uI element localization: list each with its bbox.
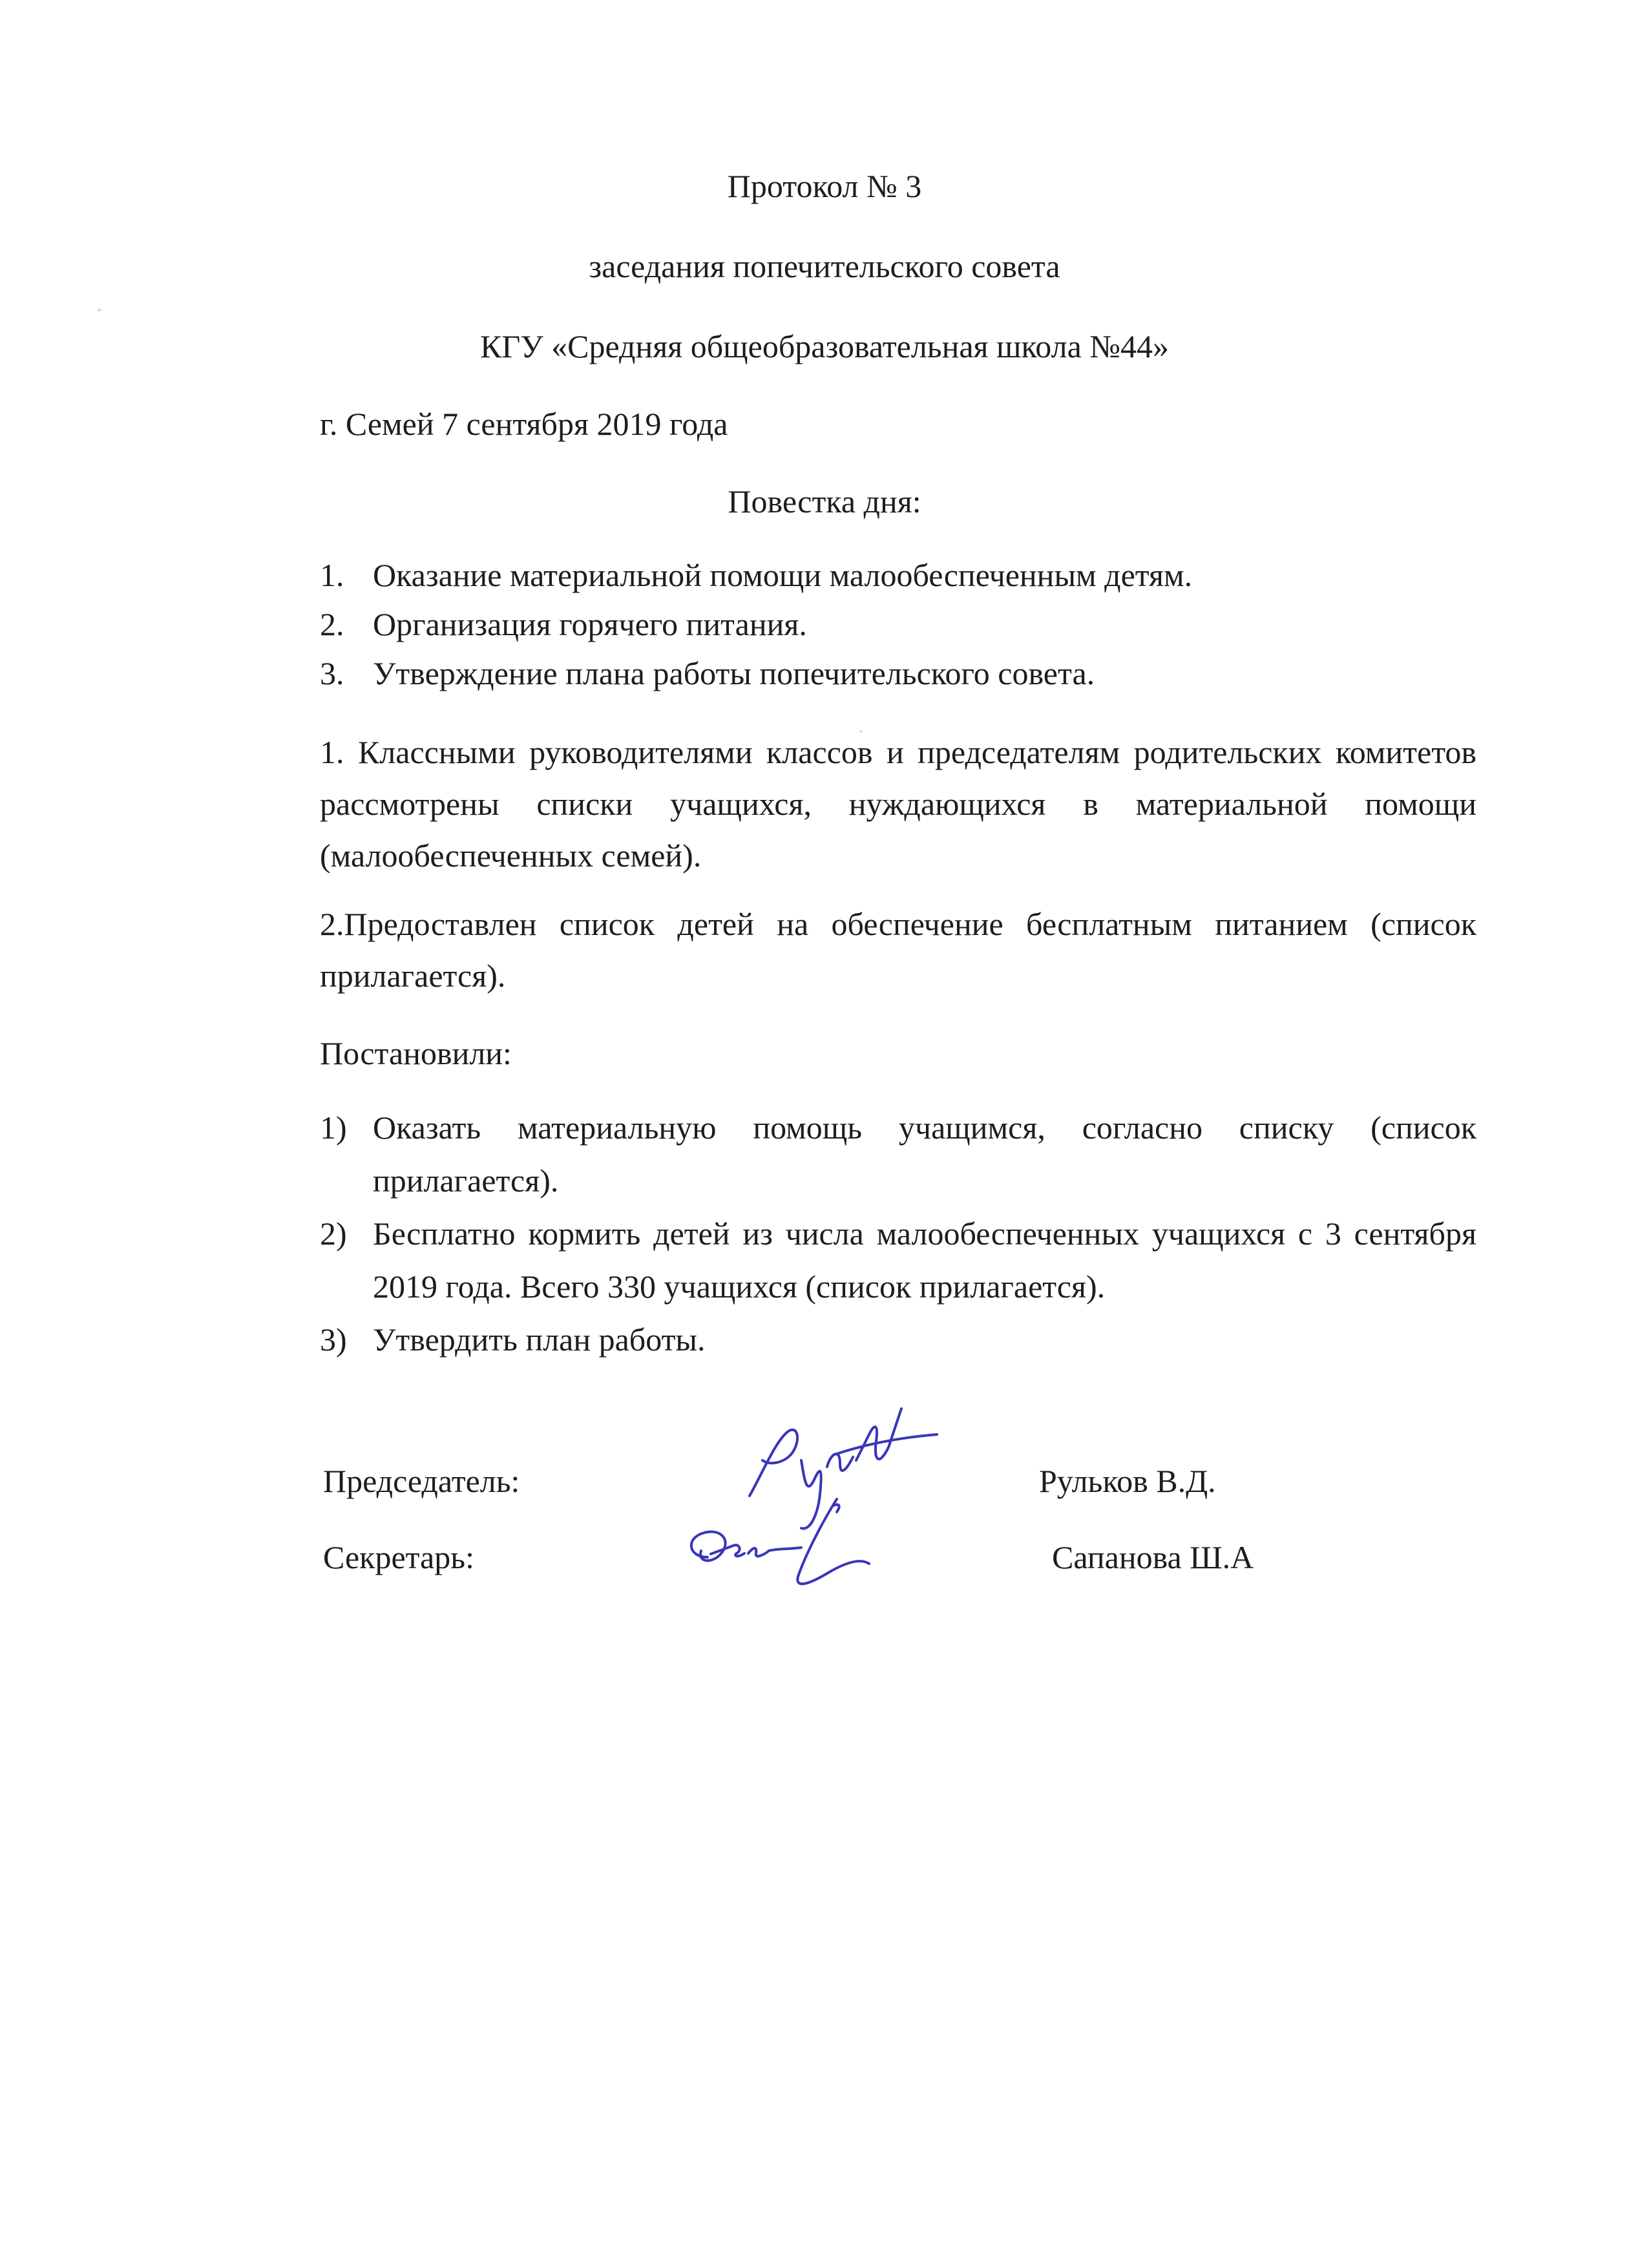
- resolution-list: [320, 1101, 1476, 1366]
- resolution-heading: Постановили:: [320, 1035, 512, 1071]
- agenda-item-text: Утверждение плана работы попечительского совета.: [373, 655, 1095, 691]
- agenda-item-number: 2.: [320, 606, 344, 642]
- resolution-item: [320, 1313, 1476, 1366]
- paragraph-classes-review: 1. Классными руководителями классов и председателям родительских комитетов рассмотрены списки учащихся, нуждающихся в материальной помощи (малообеспеченных семей).: [320, 734, 1476, 874]
- agenda-item-number: 1.: [320, 557, 344, 593]
- agenda-item: [320, 551, 1476, 600]
- resolution-item-number: 2): [320, 1215, 347, 1252]
- agenda-item-text: Оказание материальной помощи малообеспеченным детям.: [373, 557, 1193, 593]
- secretary-label: Секретарь:: [323, 1539, 474, 1575]
- secretary-signature: [672, 1486, 892, 1602]
- agenda-item-number: 3.: [320, 655, 344, 691]
- agenda-item-text: Организация горячего питания.: [373, 606, 807, 642]
- meeting-subtitle: заседания попечительского совета: [589, 248, 1060, 284]
- resolution-item-text: Бесплатно кормить детей из числа малообеспеченных учащихся с 3 сентября 2019 года. Всего 330 учащихся (список прилагается).: [373, 1215, 1476, 1305]
- resolution-item-text: Оказать материальную помощь учащимся, согласно списку (список прилагается).: [373, 1109, 1476, 1199]
- resolution-item-text: Утвердить план работы.: [373, 1321, 706, 1358]
- chair-name: Рульков В.Д.: [1039, 1463, 1216, 1499]
- place-date: г. Семей 7 сентября 2019 года: [320, 406, 728, 442]
- agenda-heading: Повестка дня:: [728, 483, 921, 520]
- agenda-list: [320, 551, 1476, 698]
- resolution-item: [320, 1207, 1476, 1313]
- resolution-item-number: 1): [320, 1109, 347, 1146]
- organization-name: КГУ «Средняя общеобразовательная школа №44»: [480, 328, 1169, 364]
- secretary-name: Сапанова Ш.А: [1052, 1539, 1254, 1575]
- chair-label: Председатель:: [323, 1463, 520, 1499]
- paragraph-meal-list: 2.Предоставлен список детей на обеспечение бесплатным питанием (список прилагается).: [320, 906, 1476, 994]
- agenda-item: [320, 600, 1476, 649]
- resolution-item: [320, 1101, 1476, 1207]
- scan-speck: [97, 309, 101, 311]
- resolution-item-number: 3): [320, 1321, 347, 1358]
- agenda-item: [320, 649, 1476, 698]
- protocol-title: Протокол № 3: [727, 168, 922, 204]
